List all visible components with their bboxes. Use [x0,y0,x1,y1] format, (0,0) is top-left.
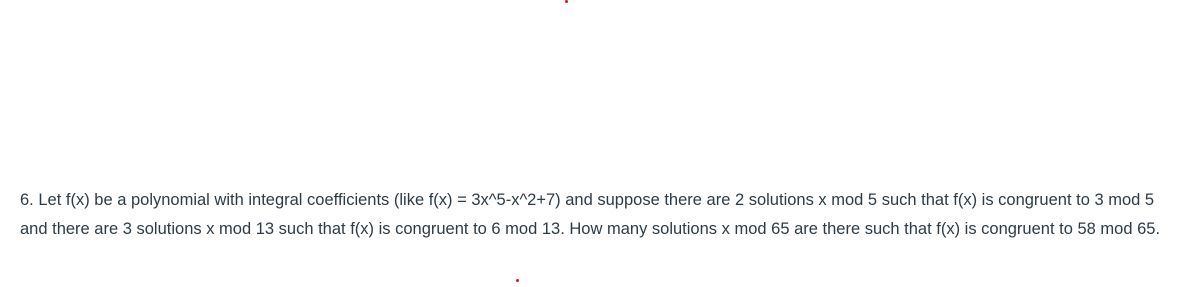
red-dot-marker [516,279,519,282]
question-text: 6. Let f(x) be a polynomial with integral coefficients (like f(x) = 3x^5-x^2+7) and suppose there are 2 solutions x mod 5 such that f(x) is congruent to 3 mod 5 and there are 3 solutions x mod 13 such that f(x) is congruent to 6 mod 13. How many solutions x mod 65 are there such that f(x) is congruent to 58 mod 65. [20,191,1161,238]
red-dot-marker [565,0,568,3]
